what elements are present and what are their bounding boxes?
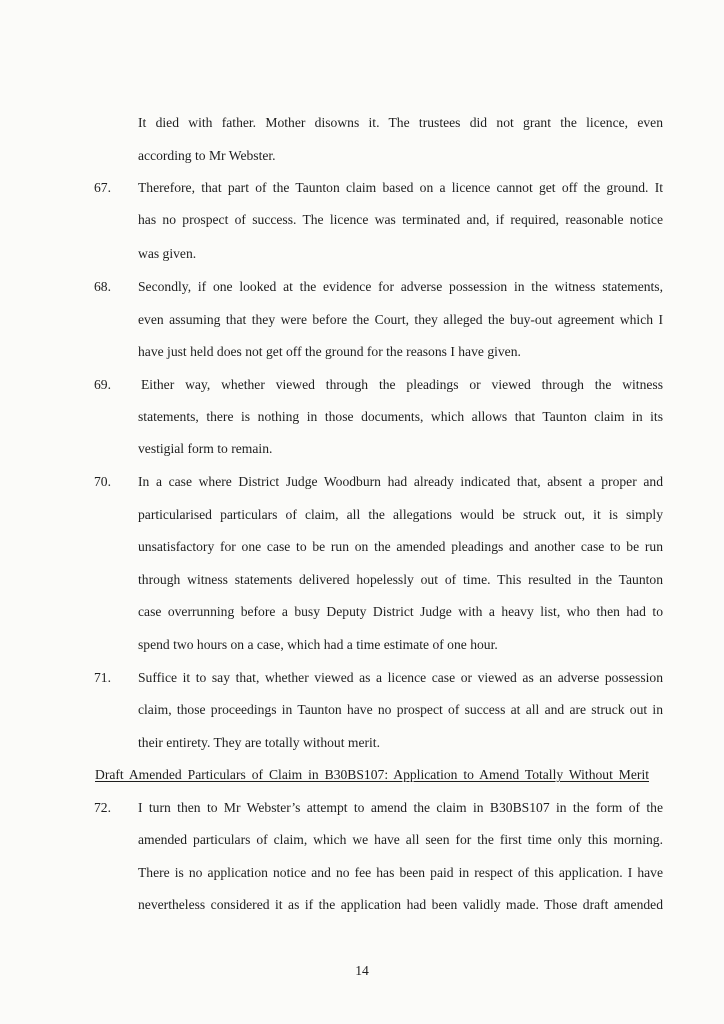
paragraph-line: Suffice it to say that, whether viewed as a licence case or viewed as an adverse possession xyxy=(138,670,663,685)
paragraph-line: statements, there is nothing in those documents, which allows that Taunton claim in its xyxy=(138,409,663,424)
paragraph-line: was given. xyxy=(138,246,197,261)
section-heading: Draft Amended Particulars of Claim in B30BS107: Application to Amend Totally Without Merit xyxy=(95,767,649,782)
page-number: 14 xyxy=(355,963,369,978)
paragraph-line: has no prospect of success. The licence was terminated and, if required, reasonable notice xyxy=(138,212,663,227)
paragraph-line: claim, those proceedings in Taunton have no prospect of success at all and are struck out in xyxy=(138,702,663,717)
paragraph-line: particularised particulars of claim, all the allegations would be struck out, it is simply xyxy=(138,507,663,522)
paragraph-line: Secondly, if one looked at the evidence for adverse possession in the witness statements, xyxy=(138,279,663,294)
paragraph-line: There is no application notice and no fee has been paid in respect of this application. I have xyxy=(138,865,663,880)
paragraph-number: 68. xyxy=(94,279,111,294)
paragraph-line: amended particulars of claim, which we have all seen for the first time only this morning. xyxy=(138,832,663,847)
paragraph-line: In a case where District Judge Woodburn had already indicated that, absent a proper and xyxy=(138,474,663,489)
paragraph-line: case overrunning before a busy Deputy District Judge with a heavy list, who then had to xyxy=(138,604,663,619)
paragraph-number: 70. xyxy=(94,474,111,489)
paragraph-number: 69. xyxy=(94,377,111,392)
paragraph-line: have just held does not get off the ground for the reasons I have given. xyxy=(138,344,521,359)
paragraph-line: unsatisfactory for one case to be run on the amended pleadings and another case to be run xyxy=(138,539,663,554)
paragraph-line: spend two hours on a case, which had a time estimate of one hour. xyxy=(138,637,498,652)
paragraph-line: through witness statements delivered hopelessly out of time. This resulted in the Taunton xyxy=(138,572,663,587)
paragraph-line: It died with father. Mother disowns it. The trustees did not grant the licence, even xyxy=(138,115,663,130)
paragraph-line: nevertheless considered it as if the application had been validly made. Those draft amended xyxy=(138,897,663,912)
paragraph-line: according to Mr Webster. xyxy=(138,148,276,163)
paragraph-line: their entirety. They are totally without merit. xyxy=(138,735,380,750)
paragraph-number: 72. xyxy=(94,800,111,815)
paragraph-line: I turn then to Mr Webster’s attempt to amend the claim in B30BS107 in the form of the xyxy=(138,800,663,815)
paragraph-line: Either way, whether viewed through the pleadings or viewed through the witness xyxy=(141,377,663,392)
paragraph-line: vestigial form to remain. xyxy=(138,441,273,456)
paragraph-line: even assuming that they were before the Court, they alleged the buy-out agreement which I xyxy=(138,312,663,327)
paragraph-number: 67. xyxy=(94,180,111,195)
paragraph-line: Therefore, that part of the Taunton claim based on a licence cannot get off the ground. It xyxy=(138,180,663,195)
paragraph-number: 71. xyxy=(94,670,111,685)
